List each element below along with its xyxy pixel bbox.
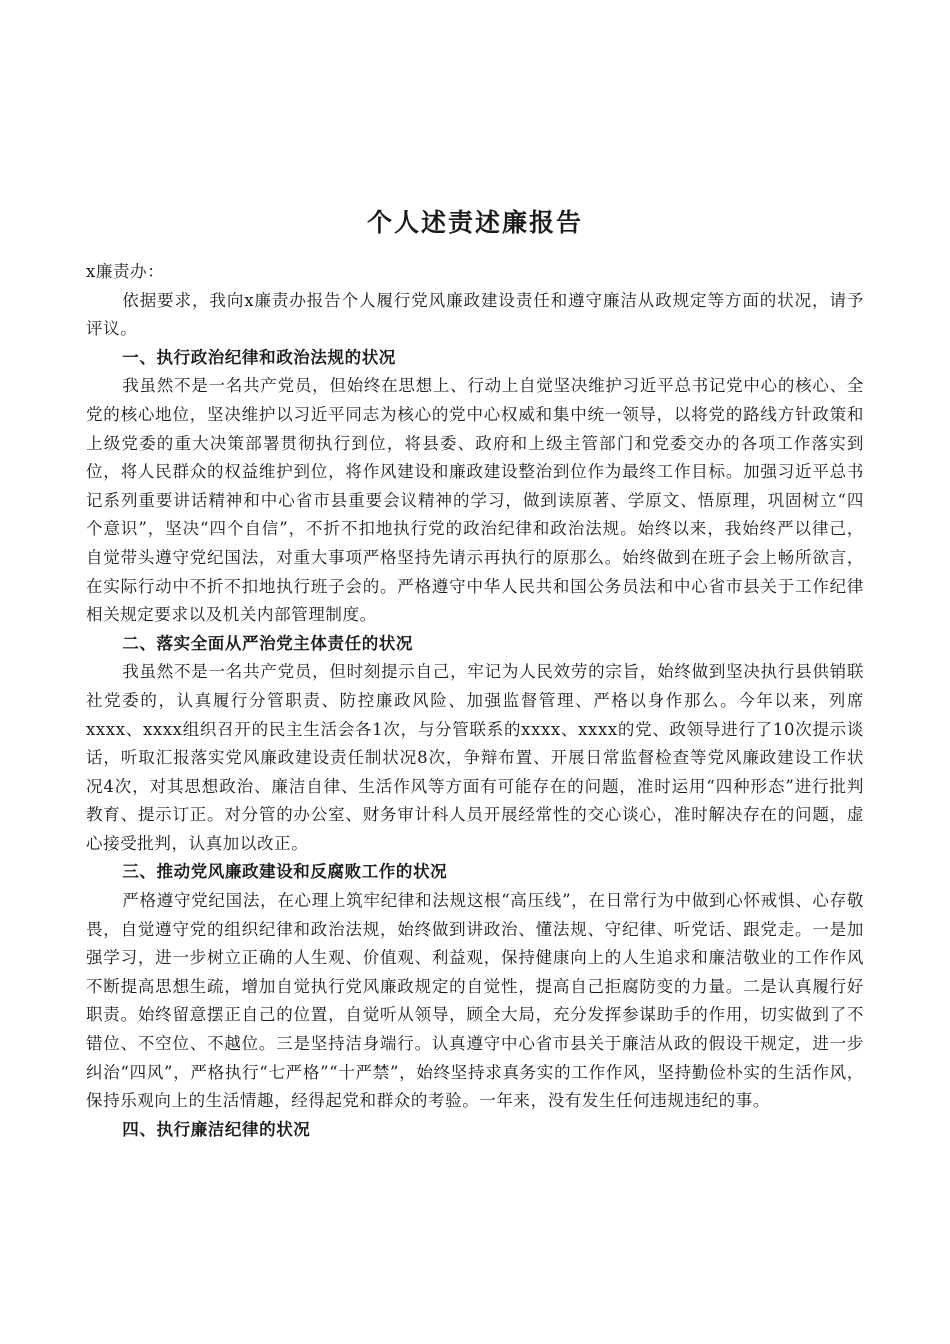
section-1-paragraph: 我虽然不是一名共产党员，但始终在思想上、行动上自觉坚决维护习近平总书记党中心的核心、全党的核心地位，坚决维护以习近平同志为核心的党中心权威和集中统一领导，以将党的路线方针政策和上级党委的重大决策部署贯彻执行到位，将县委、政府和上级主管部门和党委交办的各项工作落实到位，将人民群众的权益维护到位，将作风建设和廉政建设整治到位作为最终工作目标。加强习近平总书记系列重要讲话精神和中心省市县重要会议精神的学习，做到读原著、学原文、悟原理，巩固树立“四个意识”，坚决“四个自信”，不折不扣地执行党的政治纪律和政治法规。始终以来，我始终严以律己，自觉带头遵守党纪国法，对重大事项严格坚持先请示再执行的原那么。始终做到在班子会上畅所欲言，在实际行动中不折不扣地执行班子会的。严格遵守中华人民共和国公务员法和中心省市县关于工作纪律相关规定要求以及机关内部管理制度。 xyxy=(86,376,864,625)
page-title: 个人述责述廉报告 xyxy=(366,208,583,237)
section-3-paragraph: 严格遵守党纪国法，在心理上筑牢纪律和法规这根“高压线”，在日常行为中做到心怀戒惧、心存敬畏，自觉遵守党的组织纪律和政治法规，始终做到讲政治、懂法规、守纪律、听党话、跟党走。一是加强学习，进一步树立正确的人生观、价值观、利益观，保持健康向上的人生追求和廉洁敬业的工作作风不断提高思想生疏，增加自觉执行党风廉政规定的自觉性，提高自己拒腐防变的力量。二是认真履行好职责。始终留意摆正自己的位置，自觉听从领导，顾全大局，充分发挥参谋助手的作用，切实做到了不错位、不空位、不越位。三是坚持洁身端行。认真遵守中心省市县关于廉洁从政的假设干规定，进一步纠治“四风”，严格执行“七严格”“十严禁”，始终坚持求真务实的工作作风，坚持勤俭朴实的生活作风，保持乐观向上的生活情趣，经得起党和群众的考验。一年来，没有发生任何违规违纪的事。 xyxy=(86,891,864,1111)
salutation: x廉责办： xyxy=(86,262,165,281)
document-body xyxy=(86,258,864,1144)
section-3-heading: 三、推动党风廉政建设和反腐败工作的状况 xyxy=(122,862,448,882)
intro-paragraph: 依据要求，我向x廉责办报告个人履行党风廉政建设责任和遵守廉洁从政规定等方面的状况，请予评议。 xyxy=(86,290,864,339)
section-1-heading: 一、执行政治纪律和政治法规的状况 xyxy=(122,347,396,367)
section-4-heading: 四、执行廉洁纪律的状况 xyxy=(122,1119,311,1139)
section-2-paragraph: 我虽然不是一名共产党员，但时刻提示自己，牢记为人民效劳的宗旨，始终做到坚决执行县供销联社党委的，认真履行分管职责、防控廉政风险、加强监督管理、严格以身作那么。今年以来，列席xxxx、xxxx组织召开的民主生活会各1次，与分管联系的xxxx、xxxx的党、政领导进行了10次提示谈话，听取汇报落实党风廉政建设责任制状况8次，争辩布置、开展日常监督检查等党风廉政建设工作状况4次，对其思想政治、廉洁自律、生活作风等方面有可能存在的问题，准时运用“四种形态”进行批判教育、提示订正。对分管的办公室、财务审计科人员开展经常性的交心谈心，准时解决存在的问题，虚心接受批判，认真加以改正。 xyxy=(86,662,864,853)
section-2-heading: 二、落实全面从严治党主体责任的状况 xyxy=(122,633,413,653)
